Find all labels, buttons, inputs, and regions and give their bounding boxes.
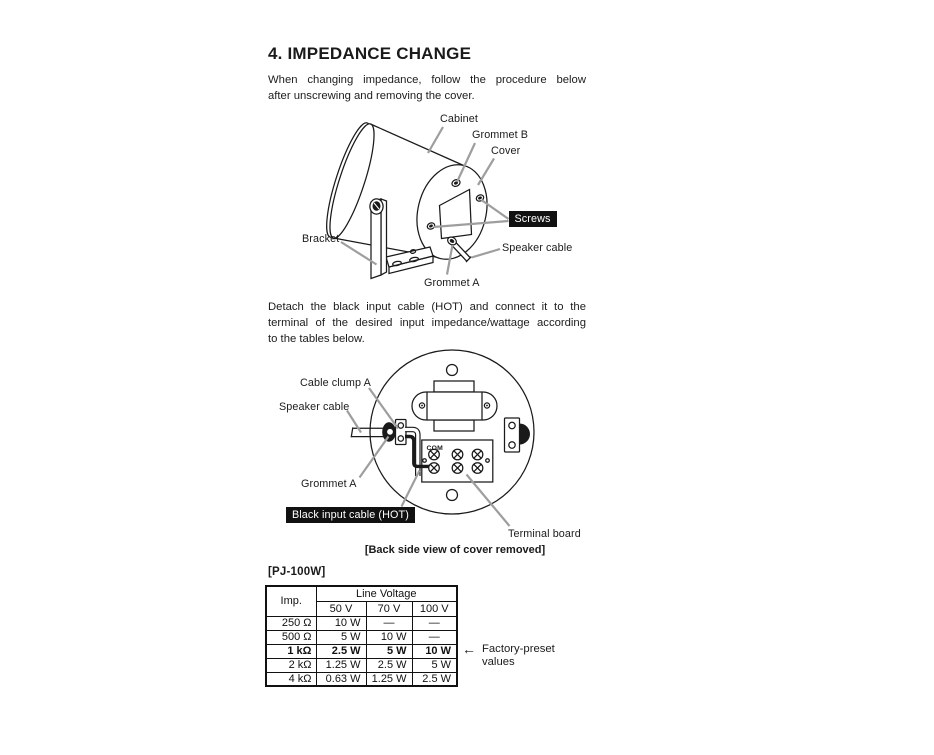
paragraph-line: Detach the black input cable (HOT) and connect it to the	[268, 301, 586, 313]
table-row-factory-preset	[266, 644, 457, 658]
cable-clump-a-part	[396, 420, 407, 445]
label-grommet-a: Grommet A	[424, 276, 480, 289]
label-speaker-cable: Speaker cable	[502, 241, 573, 254]
diagram-caption: [Back side view of cover removed]	[364, 544, 546, 556]
label-cable-clump-a: Cable clump A	[300, 376, 371, 389]
label-cabinet: Cabinet	[440, 112, 478, 125]
label-bracket: Bracket	[302, 232, 340, 245]
col-header-line-voltage: Line Voltage	[316, 586, 457, 601]
section-title: 4. IMPEDANCE CHANGE	[268, 44, 472, 63]
label-black-input-cable: Black input cable (HOT)	[286, 507, 415, 523]
factory-preset-annotation	[462, 643, 555, 669]
imp-cell: 2 kΩ	[266, 658, 316, 672]
imp-cell: 4 kΩ	[266, 672, 316, 686]
watt-cell: 10 W	[412, 644, 457, 658]
watt-cell: —	[412, 616, 457, 630]
com-terminal-label: COM	[426, 445, 443, 452]
imp-cell: 500 Ω	[266, 630, 316, 644]
paragraph-line: terminal of the desired input impedance/wattage according	[268, 317, 586, 329]
speaker-exterior-diagram	[290, 108, 590, 294]
left-arrow-icon: ←	[462, 641, 476, 657]
col-header-imp: Imp.	[266, 586, 316, 616]
label-grommet-a-2: Grommet A	[301, 478, 357, 490]
watt-cell: 2.5 W	[316, 644, 366, 658]
imp-cell: 1 kΩ	[266, 644, 316, 658]
watt-cell: 1.25 W	[366, 672, 412, 686]
col-header-70v: 70 V	[366, 601, 412, 616]
watt-cell: 5 W	[412, 658, 457, 672]
intro-paragraph	[268, 72, 586, 104]
table-row	[266, 658, 457, 672]
paragraph-line: after unscrewing and removing the cover.	[268, 90, 475, 102]
col-header-100v: 100 V	[412, 601, 457, 616]
watt-cell: 10 W	[316, 616, 366, 630]
watt-cell: 10 W	[366, 630, 412, 644]
table-model-label: [PJ-100W]	[268, 566, 326, 578]
cabinet-top-edge	[371, 124, 464, 166]
watt-cell: 0.63 W	[316, 672, 366, 686]
watt-cell: —	[412, 630, 457, 644]
imp-cell: 250 Ω	[266, 616, 316, 630]
label-terminal-board: Terminal board	[508, 527, 581, 540]
paragraph-line: When changing impedance, follow the procedure below	[268, 74, 586, 86]
paragraph-line: to the tables below.	[268, 333, 365, 345]
table-row	[266, 672, 457, 686]
watt-cell: 1.25 W	[316, 658, 366, 672]
factory-preset-text: Factory-preset values	[482, 643, 555, 668]
table-row	[266, 630, 457, 644]
watt-cell: 5 W	[366, 644, 412, 658]
label-speaker-cable-2: Speaker cable	[279, 400, 350, 413]
grommet-a-part	[382, 422, 396, 442]
label-screws: Screws	[509, 211, 557, 227]
impedance-table	[265, 585, 458, 687]
table-row	[266, 616, 457, 630]
col-header-50v: 50 V	[316, 601, 366, 616]
watt-cell: 2.5 W	[366, 658, 412, 672]
watt-cell: 5 W	[316, 630, 366, 644]
detach-paragraph	[268, 299, 586, 347]
label-cover: Cover	[491, 145, 521, 157]
label-grommet-b: Grommet B	[472, 129, 529, 141]
watt-cell: 2.5 W	[412, 672, 457, 686]
watt-cell: —	[366, 616, 412, 630]
